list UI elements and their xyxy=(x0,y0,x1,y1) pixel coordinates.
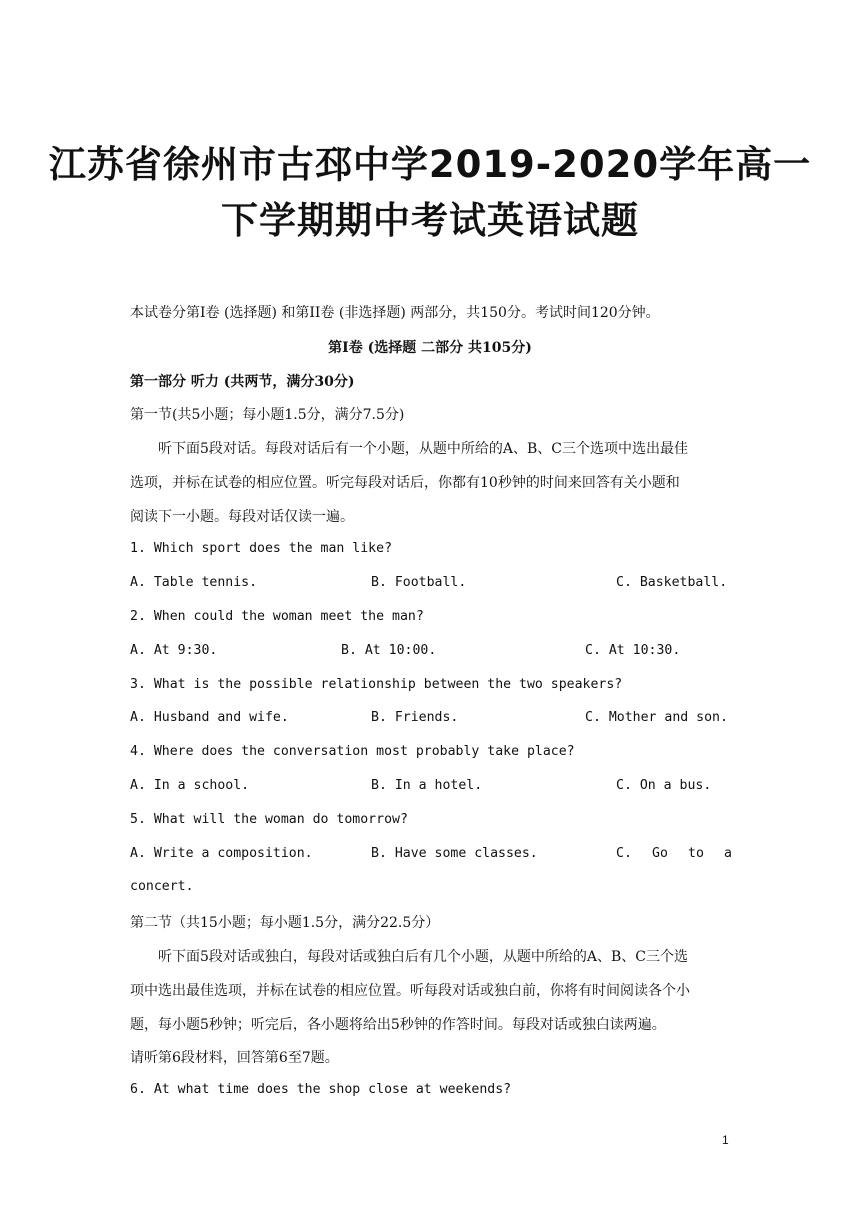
option-b: B. In a hotel. xyxy=(371,778,483,793)
option-c xyxy=(616,846,732,861)
option-c-word: C. xyxy=(616,846,632,861)
section2-instruction: 请听第6段材料，回答第6至7题。 xyxy=(130,1050,339,1066)
question-6: 6. At what time does the shop close at weekends? xyxy=(130,1082,512,1097)
option-b: B. Friends. xyxy=(371,710,459,725)
option-c: C. Basketball. xyxy=(616,575,728,590)
question-2: 2. When could the woman meet the man? xyxy=(130,609,424,624)
page-number: 1 xyxy=(722,1133,729,1147)
section2-instruction: 题，每小题5秒钟；听完后，各小题将给出5秒钟的作答时间。每段对话或独白读两遍。 xyxy=(130,1017,666,1033)
option-b: B. At 10:00. xyxy=(341,643,437,658)
option-a: A. Table tennis. xyxy=(130,575,258,590)
option-c-word: Go xyxy=(652,846,668,861)
option-c: C. Mother and son. xyxy=(585,710,728,725)
volume-heading: 第I卷 (选择题 二部分 共105分) xyxy=(328,340,532,356)
question-5: 5. What will the woman do tomorrow? xyxy=(130,812,408,827)
option-c: C. On a bus. xyxy=(616,778,712,793)
option-a: A. In a school. xyxy=(130,778,250,793)
question-4: 4. Where does the conversation most probably take place? xyxy=(130,744,575,759)
title-line-1: 江苏省徐州市古邳中学2019-2020学年高一 xyxy=(48,143,812,186)
question-1: 1. Which sport does the man like? xyxy=(130,541,393,556)
section1-heading: 第一节(共5小题；每小题1.5分，满分7.5分) xyxy=(130,407,405,423)
option-c: C. At 10:30. xyxy=(585,643,681,658)
section2-instruction: 听下面5段对话或独白，每段对话或独白后有几个小题，从题中所给的A、B、C三个选 xyxy=(158,949,689,965)
exam-intro: 本试卷分第I卷 (选择题) 和第II卷 (非选择题) 两部分，共150分。考试时间120分钟。 xyxy=(130,305,660,321)
section1-instruction: 阅读下一小题。每段对话仅读一遍。 xyxy=(130,509,354,525)
section2-heading: 第二节（共15小题；每小题1.5分，满分22.5分） xyxy=(130,915,440,931)
section1-instruction: 听下面5段对话。每段对话后有一个小题，从题中所给的A、B、C三个选项中选出最佳 xyxy=(158,441,689,457)
question-3: 3. What is the possible relationship between the two speakers? xyxy=(130,677,623,692)
option-c-word: to xyxy=(688,846,704,861)
option-a: A. Husband and wife. xyxy=(130,710,289,725)
option-c-word: a xyxy=(724,846,732,861)
section1-instruction: 选项，并标在试卷的相应位置。听完每段对话后，你都有10秒钟的时间来回答有关小题和 xyxy=(130,475,680,491)
part1-heading: 第一部分 听力 (共两节，满分30分) xyxy=(130,374,355,390)
section2-instruction: 项中选出最佳选项，并标在试卷的相应位置。听每段对话或独白前，你将有时间阅读各个小 xyxy=(130,983,690,999)
option-b: B. Have some classes. xyxy=(371,846,538,861)
option-a: A. Write a composition. xyxy=(130,846,313,861)
option-b: B. Football. xyxy=(371,575,467,590)
title-line-2: 下学期期中考试英语试题 xyxy=(221,199,639,242)
option-c-continued: concert. xyxy=(130,879,194,894)
option-a: A. At 9:30. xyxy=(130,643,218,658)
